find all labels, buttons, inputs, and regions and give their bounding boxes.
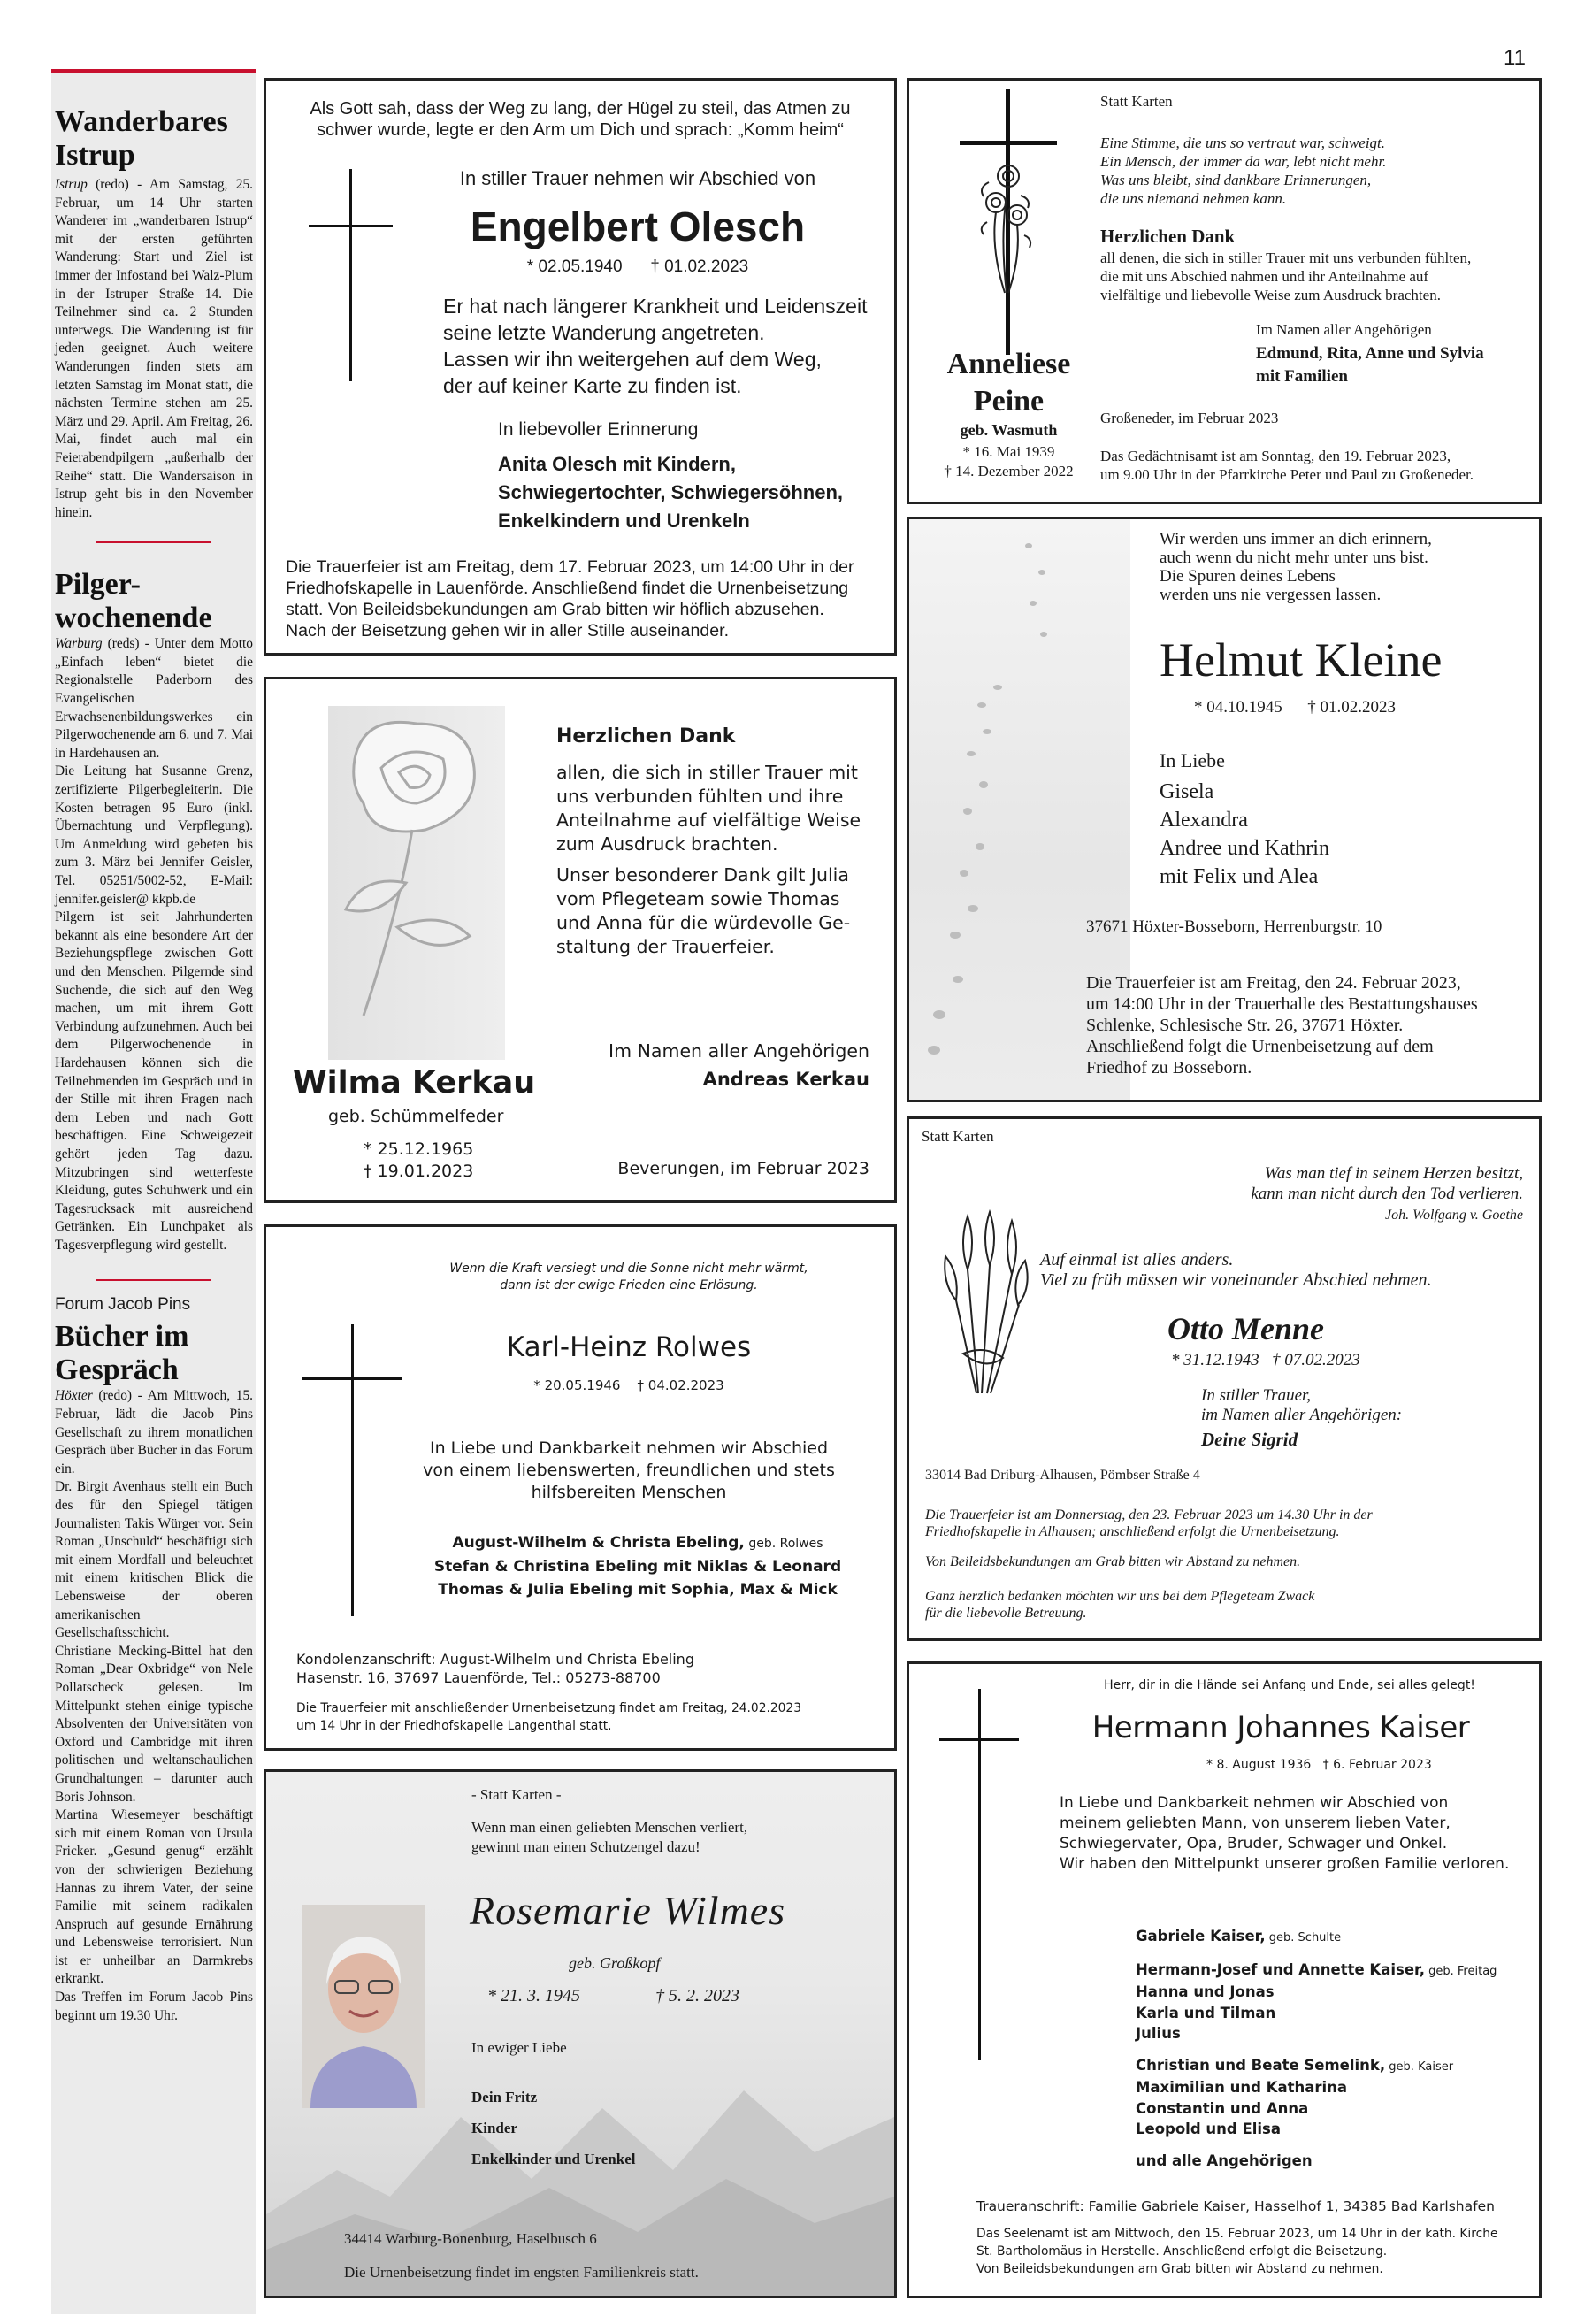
- article-title: Bücher im Gespräch: [55, 1320, 189, 1387]
- address: 37671 Höxter-Bosseborn, Herrenburgstr. 10: [1086, 917, 1382, 936]
- funeral-info: Das Seelenamt ist am Mittwoch, den 15. Februar 2023, um 14 Uhr in der kath. Kirche St. Bartholomäus in Herstelle. Anschließend erfolgt die Beisetzung. Von Beileidsbekundungen am Grab bitten wir Abstand zu nehmen.: [976, 2227, 1498, 2276]
- article-body: Warburg (reds) - Unter dem Motto „Einfach leben“ bietet die Regionalstelle Paderborn des Evangelischen Erwachsenenbildungswerkes ein Pilgerwochenende am 6. und 7. Mai in Hardehausen an. Die Leitung hat Susanne Grenz, zertifizierte Pilgerbegleiterin. Die Kosten betragen 95 Euro (inkl. Übernachtung und Verpflegung). Um Anmeldung wird gebeten bis zum 3. März bei Jennifer Geisler, Tel. 05251/5002-52, E-Mail: jennifer.geisler@ kkpb.de Pilgern ist seit Jahrhunderten bekannt als eine besondere Art der Beziehungspflege zwischen Gott und den Menschen. Pilgernde sind Suchende, die sich auf den Weg machen, um mit ihrem Gott Verbindung aufzunehmen. Auch bei dem Pilgerwochenende in Hardehausen können sich die Teilnehmenden im Gespräch und in der Stille mit ihren Fragen nach dem Leben und nach Gott beschäftigen. Eine Schweigezeit gehört jeden Tag dazu. Mitzubringen sind wetterfeste Kleidung, gutes Schuhwerk und ein Tagesrucksack mit ausreichend Getränken. Ein Lunchpaket als Tagesverpflegung wird gestellt.: [55, 636, 253, 1253]
- death-date: † 19.01.2023: [364, 1162, 474, 1181]
- funeral-info: Die Trauerfeier ist am Donnerstag, den 23. Februar 2023 um 14.30 Uhr in der Friedhofskapelle in Alhausen; anschließend erfolgt die Urnenbeisetzung.: [925, 1507, 1373, 1539]
- address: Traueranschrift: Familie Gabriele Kaiser, Hasselhof 1, 34385 Bad Karlshafen: [976, 2198, 1495, 2214]
- funeral-info: Die Trauerfeier mit anschließender Urnenbeisetzung findet am Freitag, 24.02.2023 um 14 Uhr in der Friedhofskapelle Langenthal statt.: [296, 1701, 801, 1733]
- obituary-olesch: [264, 78, 897, 656]
- obituary-peine: [907, 78, 1542, 504]
- family-names: Gisela Alexandra Andree und Kathrin mit Felix und Alea: [1160, 780, 1329, 888]
- memory-intro: In liebevoller Erinnerung: [498, 419, 699, 440]
- names-intro: Im Namen aller Angehörigen: [1256, 321, 1432, 338]
- place-date: Großeneder, im Februar 2023: [1100, 410, 1279, 426]
- cross-bar: [302, 1377, 402, 1380]
- intro-text: In stiller Trauer nehmen wir Abschied von: [459, 167, 816, 189]
- love-intro: In Liebe: [1160, 749, 1225, 771]
- portrait-photo: [302, 1905, 425, 2108]
- deceased-name: Wilma Kerkau: [293, 1065, 536, 1101]
- memorial-text: Er hat nach längerer Krankheit und Leidenszeit seine letzte Wanderung angetreten. Lassen wir ihn weitergehen auf dem Weg, der auf keiner Karte zu finden ist.: [443, 295, 868, 397]
- memorial-mass: Das Gedächtnisamt ist am Sonntag, den 19. Februar 2023, um 9.00 Uhr in der Pfarrkirche Peter und Paul zu Großeneder.: [1100, 448, 1474, 483]
- obituary-rolwes: [264, 1224, 897, 1751]
- family-names: Dein Fritz Kinder Enkelkinder und Urenkel: [471, 2089, 636, 2167]
- funeral-info: Die Urnenbeisetzung findet im engsten Familienkreis statt.: [344, 2264, 699, 2281]
- cross-icon: [349, 169, 352, 381]
- rose-image: [328, 706, 505, 1060]
- statt-karten: Statt Karten: [1100, 93, 1173, 110]
- page-number: 11: [1504, 46, 1526, 70]
- thanks-title: Herzlichen Dank: [556, 725, 736, 748]
- statt-karten: - Statt Karten -: [471, 1786, 562, 1803]
- deceased-name: Helmut Kleine: [1160, 633, 1443, 686]
- family-intro: In stiller Trauer, im Namen aller Angehörigen:: [1201, 1386, 1403, 1424]
- address: 33014 Bad Driburg-Alhausen, Pömbser Straße 4: [925, 1468, 1200, 1483]
- birth-date: * 16. Mai 1939: [962, 443, 1055, 460]
- address: 34414 Warburg-Bonenburg, Haselbusch 6: [344, 2230, 597, 2247]
- birth-name: geb. Wasmuth: [960, 421, 1058, 439]
- thanks-text: Ganz herzlich bedanken möchten wir uns bei dem Pflegeteam Zwack für die liebevolle Betreuung.: [925, 1589, 1315, 1621]
- quote-author: Joh. Wolfgang v. Goethe: [1385, 1208, 1523, 1223]
- verse: Wenn man einen geliebten Menschen verliert, gewinnt man einen Schutzengel dazu!: [471, 1819, 748, 1855]
- birth-date: * 21. 3. 1945: [487, 1986, 580, 2006]
- cross-icon: [351, 1324, 354, 1616]
- family-names: Gabriele Kaiser, geb. Schulte Hermann-Josef und Annette Kaiser, geb. Freitag Hanna und Jonas Karla und Tilman Julius Christian und Beate Semelink, geb. Kaiser Maximilian und Katharina Constantin und Anna Leopold und Elisa und alle Angehörigen: [1136, 1928, 1497, 2169]
- cross-roses-icon: [929, 89, 1088, 355]
- names-intro: Im Namen aller Angehörigen: [609, 1040, 869, 1062]
- article-title: Wanderbares Istrup: [55, 105, 228, 172]
- cross-icon: [978, 1689, 981, 2060]
- article-body: Istrup (redo) - Am Samstag, 25. Februar, um 14 Uhr starten Wanderer im „wanderbaren Istrup“ mit der ersten geführten Wanderung: Start und Ziel ist immer der Infostand bei Walz-Plum in der Istruper Straße 14. Die Teilnehmer sind ca. 2 Stunden unterwegs. Die Wanderung ist für jeden geeignet. Auch weitere Wanderungen finden stets am letzten Samstag im Monat statt, die nächsten Termine stehen am 25. März und 29. April. Am Freitag, 26. Mai, findet auch mal ein Feierabendpilgern „außerhalb der Reihe“ statt. Die Wandersaison in Istrup geht bis in den November hinein.: [55, 177, 253, 520]
- article-title: Pilger- wochenende: [55, 568, 212, 635]
- condolence-note: Von Beileidsbekundungen am Grab bitten wir Abstand zu nehmen.: [925, 1554, 1301, 1569]
- deceased-name: Engelbert Olesch: [470, 203, 806, 249]
- verse: Wir werden uns immer an dich erinnern, auch wenn du nicht mehr unter uns bist. Die Spuren deines Lebens werden uns nie vergessen lassen.: [1160, 530, 1432, 604]
- deceased-name: Otto Menne: [1167, 1311, 1325, 1346]
- life-dates: * 04.10.1945 † 01.02.2023: [1194, 698, 1396, 717]
- funeral-info: Die Trauerfeier ist am Freitag, den 24. Februar 2023, um 14:00 Uhr in der Trauerhalle des Bestattungshauses Schlenke, Schlesische Str. 26, 37671 Höxter. Anschließend folgt die Urnenbeisetzung auf dem Friedhof zu Bosseborn.: [1086, 973, 1478, 1078]
- family-names: August-Wilhelm & Christa Ebeling, geb. Rolwes Stefan & Christina Ebeling mit Niklas & Leonard Thomas & Julia Ebeling mit Sophia, Max & Mick: [433, 1534, 842, 1599]
- obituary-menne: [907, 1116, 1542, 1641]
- verse: Eine Stimme, die uns so vertraut war, schweigt. Ein Mensch, der immer da war, lebt nicht mehr. Was uns bleibt, sind dankbare Erinnerungen, die uns niemand nehmen kann.: [1100, 134, 1387, 207]
- obituary-kleine: [907, 517, 1542, 1102]
- thanks-text: allen, die sich in stiller Trauer mit uns verbunden fühlten und ihre Anteilnahme auf vielfältige Weise zum Ausdruck brachten.: [556, 762, 861, 855]
- life-dates: * 02.05.1940 † 01.02.2023: [526, 257, 749, 276]
- memorial-text: In Liebe und Dankbarkeit nehmen wir Abschied von meinem geliebten Mann, von unserem lieben Vater, Schwiegervater, Opa, Bruder, Schwager und Onkel. Wir haben den Mittelpunkt unserer großen Familie verloren.: [1060, 1794, 1510, 1873]
- thanks-text: all denen, die sich in stiller Trauer mit uns verbunden fühlten, die mit uns Abschied nahmen und ihr Anteilnahme auf vielfältige und liebevolle Weise zum Ausdruck brachten.: [1100, 249, 1472, 303]
- special-thanks: Unser besonderer Dank gilt Julia vom Pflegeteam sowie Thomas und Anna für die würdevolle Ge- staltung der Trauerfeier.: [556, 864, 851, 957]
- divider: [96, 541, 211, 543]
- obituary-kaiser: [907, 1661, 1542, 2298]
- verse: Auf einmal ist alles anders. Viel zu früh müssen wir voneinander Abschied nehmen.: [1040, 1250, 1432, 1290]
- cross-bar: [309, 225, 393, 227]
- article-kicker: Forum Jacob Pins: [55, 1295, 191, 1315]
- quote: Was man tief in seinem Herzen besitzt, kann man nicht durch den Tod verlieren.: [1251, 1164, 1523, 1203]
- deceased-name: Karl-Heinz Rolwes: [506, 1331, 752, 1363]
- article-body: Höxter (redo) - Am Mittwoch, 15. Februar, lädt die Jacob Pins Gesellschaft zu ihrem monatlichen Gespräch über Bücher in das Forum ein. Dr. Birgit Avenhaus stellt ein Buch des für den Spiegel tätigen Journalisten Takis Würger vor. Sein Roman „Unschuld“ beschäftigt sich mit einem Mordfall und beleuchtet mit einem kritischen Blick die Lebensweise der oberen amerikanischen Gesellschaftsschicht. Christiane Mecking-Bittel hat den Roman „Dear Oxbridge“ von Nele Pollatscheck gelesen. Im Mittelpunkt stehen einige typische Absolventen der Universitäten von Oxford und Cambridge mit ihren politischen und weltanschaulichen Grundhaltungen – darunter auch Boris Johnson. Martina Wiesemeyer beschäftigt sich mit einem Roman von Ursula Fricker. „Gesund genug“ erzählt von der schwierigen Beziehung Hannas zu ihrem Vater, der seine Familie mit seinem radikalen Anspruch auf gesunde Ernährung und Lebensweise terrorisiert. Nun ist er unheilbar an Darmkrebs erkrankt. Das Treffen im Forum Jacob Pins beginnt um 19.30 Uhr.: [55, 1388, 253, 2023]
- deceased-name: Rosemarie Wilmes: [470, 1888, 786, 1933]
- life-dates: * 8. August 1936 † 6. Februar 2023: [1206, 1758, 1432, 1772]
- family-names: Andreas Kerkau: [702, 1069, 869, 1090]
- deceased-name: Anneliese Peine: [946, 348, 1071, 418]
- family-names: Edmund, Rita, Anne und Sylvia mit Familien: [1256, 344, 1484, 386]
- condolence-address: Kondolenzanschrift: August-Wilhelm und Christa Ebeling Hasenstr. 16, 37697 Lauenförde, Tel.: 05273-88700: [296, 1651, 694, 1686]
- deceased-name: Hermann Johannes Kaiser: [1091, 1710, 1470, 1745]
- memorial-text: In Liebe und Dankbarkeit nehmen wir Abschied von einem liebenswerten, freundlichen und stets hilfsbereiten Menschen: [423, 1438, 835, 1502]
- thanks-title: Herzlichen Dank: [1100, 226, 1236, 247]
- verse: Herr, dir in die Hände sei Anfang und Ende, sei alles gelegt!: [1104, 1678, 1475, 1692]
- verse: Als Gott sah, dass der Weg zu lang, der Hügel zu steil, das Atmen zu schwer wurde, legte er den Arm um Dich und sprach: „Komm heim“: [310, 99, 851, 140]
- life-dates: * 31.12.1943 † 07.02.2023: [1171, 1351, 1360, 1369]
- life-dates: * 20.05.1946 † 04.02.2023: [533, 1377, 724, 1393]
- family-names: Anita Olesch mit Kindern, Schwiegertochter, Schwiegersöhnen, Enkelkindern und Urenkeln: [498, 453, 843, 532]
- cross-bar: [939, 1738, 1019, 1741]
- death-date: † 14. Dezember 2022: [944, 463, 1074, 479]
- birth-name: geb. Großkopf: [569, 1954, 661, 1972]
- family-names: Deine Sigrid: [1201, 1429, 1298, 1450]
- wheat-icon: [923, 1208, 1047, 1402]
- news-sidebar: [51, 69, 256, 2314]
- funeral-info: Die Trauerfeier ist am Freitag, dem 17. Februar 2023, um 14:00 Uhr in der Friedhofskapelle in Lauenförde. Anschließend findet die Urnenbeisetzung statt. Von Beileidsbekundungen am Grab bitten wir höflich abzusehen. Nach der Beisetzung gehen wir in aller Stille auseinander.: [286, 557, 854, 640]
- statt-karten: Statt Karten: [922, 1128, 994, 1145]
- love-intro: In ewiger Liebe: [471, 2039, 567, 2056]
- verse: Wenn die Kraft versiegt und die Sonne nicht mehr wärmt, dann ist der ewige Frieden eine Erlösung.: [449, 1262, 808, 1292]
- obituary-wilmes: [264, 1769, 897, 2298]
- birth-date: * 25.12.1965: [364, 1139, 474, 1159]
- obituary-kerkau: [264, 677, 897, 1203]
- birth-name: geb. Schümmelfeder: [328, 1107, 504, 1126]
- place-date: Beverungen, im Februar 2023: [617, 1159, 869, 1178]
- divider: [96, 1279, 211, 1281]
- death-date: † 5. 2. 2023: [655, 1986, 739, 2006]
